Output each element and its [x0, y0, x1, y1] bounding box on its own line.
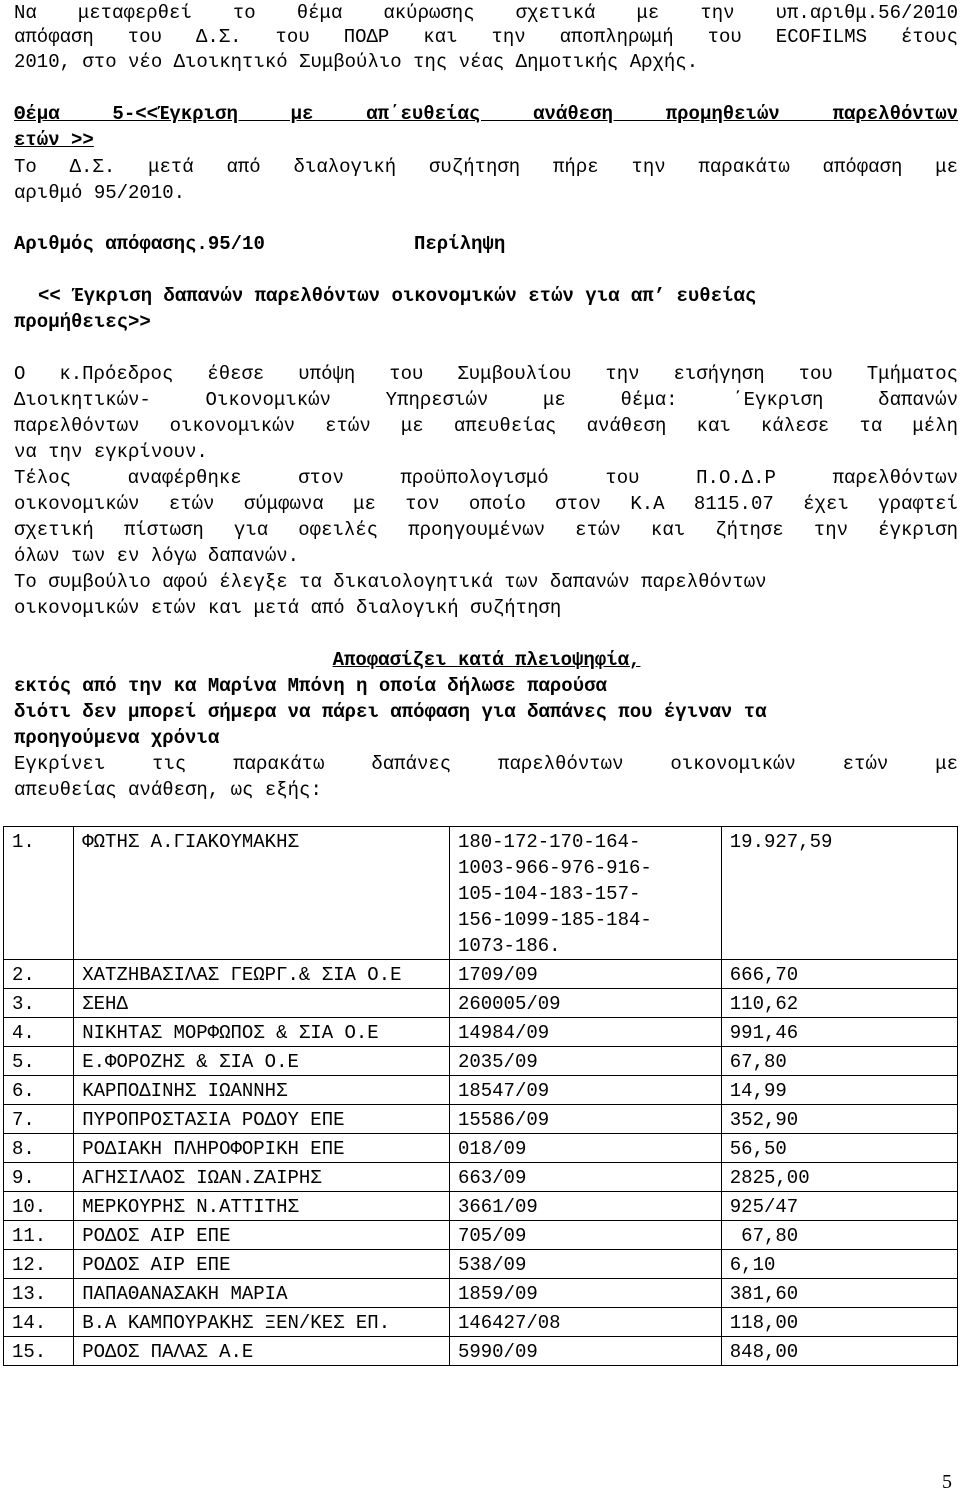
row-number: 8.	[4, 1134, 74, 1163]
table-row	[4, 1018, 958, 1047]
invoice-refs: 663/09	[449, 1163, 721, 1192]
table-row	[4, 1221, 958, 1250]
amount: 67,80	[721, 1221, 957, 1250]
supplier-name: Ε.ΦΟΡΟΖΗΣ & ΣΙΑ Ο.Ε	[74, 1047, 450, 1076]
supplier-name: ΝΙΚΗΤΑΣ ΜΟΡΦΩΠΟΣ & ΣΙΑ Ο.Ε	[74, 1018, 450, 1047]
decision-number: Αριθμός απόφασης.95/10	[14, 233, 265, 255]
amount: 67,80	[721, 1047, 957, 1076]
table-row	[4, 1279, 958, 1308]
amount: 925/47	[721, 1192, 957, 1221]
body-line: οικονομικών ετών σύμφωνα με τον οποίο στον Κ.Α 8115.07 έχει γραφτεί	[14, 493, 958, 515]
amount: 991,46	[721, 1018, 957, 1047]
resolution-heading-text: Αποφασίζει κατά πλειοψηφία,	[332, 649, 641, 671]
table-row	[4, 1308, 958, 1337]
amount: 6,10	[721, 1250, 957, 1279]
amount: 110,62	[721, 989, 957, 1018]
resolution-heading	[14, 647, 959, 673]
body-line: να την εγκρίνουν.	[14, 441, 208, 463]
amount: 56,50	[721, 1134, 957, 1163]
summary-text: προμήθειες>>	[14, 311, 151, 333]
invoice-refs: 1859/09	[449, 1279, 721, 1308]
row-number: 15.	[4, 1337, 74, 1366]
body-line: Τέλος αναφέρθηκε στον προϋπολογισμό του Π.Ο.Δ.Ρ παρελθόντων	[14, 467, 958, 489]
table-row	[4, 1076, 958, 1105]
amount: 352,90	[721, 1105, 957, 1134]
resolution-line: διότι δεν μπορεί σήμερα να πάρει απόφαση για δαπάνες που έγιναν τα	[14, 701, 767, 723]
supplier-name: ΜΕΡΚΟΥΡΗΣ Ν.ΑΤΤΙΤΗΣ	[74, 1192, 450, 1221]
amount: 118,00	[721, 1308, 957, 1337]
amount: 848,00	[721, 1337, 957, 1366]
invoice-refs: 3661/09	[449, 1192, 721, 1221]
intro-line: 2010, στο νέο Διοικητικό Συμβούλιο της νέας Δημοτικής Αρχής.	[14, 51, 699, 73]
supplier-name: ΧΑΤΖΗΒΑΣΙΛΑΣ ΓΕΩΡΓ.& ΣΙΑ Ο.Ε	[74, 960, 450, 989]
table-row	[4, 1134, 958, 1163]
row-number: 7.	[4, 1105, 74, 1134]
amount: 2825,00	[721, 1163, 957, 1192]
supplier-name: ΠΥΡΟΠΡΟΣΤΑΣΙΑ ΡΟΔΟΥ ΕΠΕ	[74, 1105, 450, 1134]
topic-title-line2	[14, 127, 94, 153]
table-row	[4, 960, 958, 989]
row-number: 14.	[4, 1308, 74, 1337]
page-number: 5	[942, 1471, 952, 1493]
approve-line: Εγκρίνει τις παρακάτω δαπάνες παρελθόντων οικονομικών ετών με	[14, 753, 958, 775]
supplier-name: ΡΟΔΙΑΚΗ ΠΛΗΡΟΦΟΡΙΚΗ ΕΠΕ	[74, 1134, 450, 1163]
row-number: 1.	[4, 827, 74, 960]
supplier-name: Β.Α ΚΑΜΠΟΥΡΑΚΗΣ ΞΕΝ/ΚΕΣ ΕΠ.	[74, 1308, 450, 1337]
supplier-name: ΠΑΠΑΘΑΝΑΣΑΚΗ ΜΑΡΙΑ	[74, 1279, 450, 1308]
invoice-refs: 180-172-170-164- 1003-966-976-916- 105-104-183-157- 156-1099-185-184- 1073-186.	[449, 827, 721, 960]
row-number: 3.	[4, 989, 74, 1018]
table-row	[4, 827, 958, 960]
supplier-name: ΡΟΔΟΣ ΑΙΡ ΕΠΕ	[74, 1221, 450, 1250]
resolution-line: εκτός από την κα Μαρίνα Μπόνη η οποία δήλωσε παρούσα	[14, 675, 607, 697]
body-line: όλων των εν λόγω δαπανών.	[14, 545, 300, 567]
amount: 19.927,59	[721, 827, 957, 960]
row-number: 12.	[4, 1250, 74, 1279]
body-line: Το συμβούλιο αφού έλεγξε τα δικαιολογητικά των δαπανών παρελθόντων	[14, 571, 767, 593]
table-row	[4, 1047, 958, 1076]
row-number: 10.	[4, 1192, 74, 1221]
expenses-table	[3, 826, 958, 1366]
intro-line: Να μεταφερθεί το θέμα ακύρωσης σχετικά με την υπ.αριθμ.56/2010	[14, 2, 958, 24]
row-number: 9.	[4, 1163, 74, 1192]
body-line: Ο κ.Πρόεδρος έθεσε υπόψη του Συμβουλίου την εισήγηση του Τμήματος	[14, 363, 958, 385]
row-number: 5.	[4, 1047, 74, 1076]
topic-text: Το Δ.Σ. μετά από διαλογική συζήτηση πήρε την παρακάτω απόφαση με	[14, 156, 958, 178]
invoice-refs: 5990/09	[449, 1337, 721, 1366]
supplier-name: ΡΟΔΟΣ ΑΙΡ ΕΠΕ	[74, 1250, 450, 1279]
expenses-table-body	[4, 827, 958, 1366]
table-row	[4, 1105, 958, 1134]
supplier-name: ΦΩΤΗΣ Α.ΓΙΑΚΟΥΜΑΚΗΣ	[74, 827, 450, 960]
invoice-refs: 2035/09	[449, 1047, 721, 1076]
supplier-name: ΡΟΔΟΣ ΠΑΛΑΣ Α.Ε	[74, 1337, 450, 1366]
body-line: παρελθόντων οικονομικών ετών με απευθείας ανάθεση και κάλεσε τα μέλη	[14, 415, 958, 437]
table-row	[4, 1337, 958, 1366]
table-row	[4, 1163, 958, 1192]
approve-line: απευθείας ανάθεση, ως εξής:	[14, 779, 322, 801]
supplier-name: ΚΑΡΠΟΔΙΝΗΣ ΙΩΑΝΝΗΣ	[74, 1076, 450, 1105]
row-number: 11.	[4, 1221, 74, 1250]
invoice-refs: 538/09	[449, 1250, 721, 1279]
row-number: 6.	[4, 1076, 74, 1105]
invoice-refs: 146427/08	[449, 1308, 721, 1337]
invoice-refs: 705/09	[449, 1221, 721, 1250]
resolution-line: προηγούμενα χρόνια	[14, 727, 220, 749]
body-line: Διοικητικών- Οικονομικών Υπηρεσιών με θέμα: ΄Εγκριση δαπανών	[14, 389, 958, 411]
invoice-refs: 1709/09	[449, 960, 721, 989]
amount: 666,70	[721, 960, 957, 989]
topic-title-text: ετών >>	[14, 129, 94, 151]
table-row	[4, 989, 958, 1018]
supplier-name: ΣΕΗΔ	[74, 989, 450, 1018]
invoice-refs: 260005/09	[449, 989, 721, 1018]
supplier-name: ΑΓΗΣΙΛΑΟΣ ΙΩΑΝ.ΖΑΙΡΗΣ	[74, 1163, 450, 1192]
body-line: οικονομικών ετών και μετά από διαλογική συζήτηση	[14, 597, 562, 619]
invoice-refs: 18547/09	[449, 1076, 721, 1105]
invoice-refs: 14984/09	[449, 1018, 721, 1047]
invoice-refs: 018/09	[449, 1134, 721, 1163]
invoice-refs: 15586/09	[449, 1105, 721, 1134]
table-row	[4, 1250, 958, 1279]
body-line: σχετική πίστωση για οφειλές προηγουμένων ετών και ζήτησε την έγκριση	[14, 519, 958, 541]
row-number: 4.	[4, 1018, 74, 1047]
amount: 381,60	[721, 1279, 957, 1308]
topic-text: αριθμό 95/2010.	[14, 182, 186, 204]
row-number: 13.	[4, 1279, 74, 1308]
row-number: 2.	[4, 960, 74, 989]
topic-title	[14, 101, 958, 127]
summary-text: << Έγκριση δαπανών παρελθόντων οικονομικών ετών για απ’ ευθείας	[38, 285, 757, 307]
table-row	[4, 1192, 958, 1221]
summary-label: Περίληψη	[414, 233, 506, 255]
amount: 14,99	[721, 1076, 957, 1105]
topic-title-text: Θέμα 5-<<Έγκριση με απ΄ευθείας ανάθεση προμηθειών παρελθόντων	[14, 103, 958, 125]
intro-line: απόφαση του Δ.Σ. του ΠΟΔΡ και την αποπληρωμή του ECOFILMS έτους	[14, 26, 958, 48]
